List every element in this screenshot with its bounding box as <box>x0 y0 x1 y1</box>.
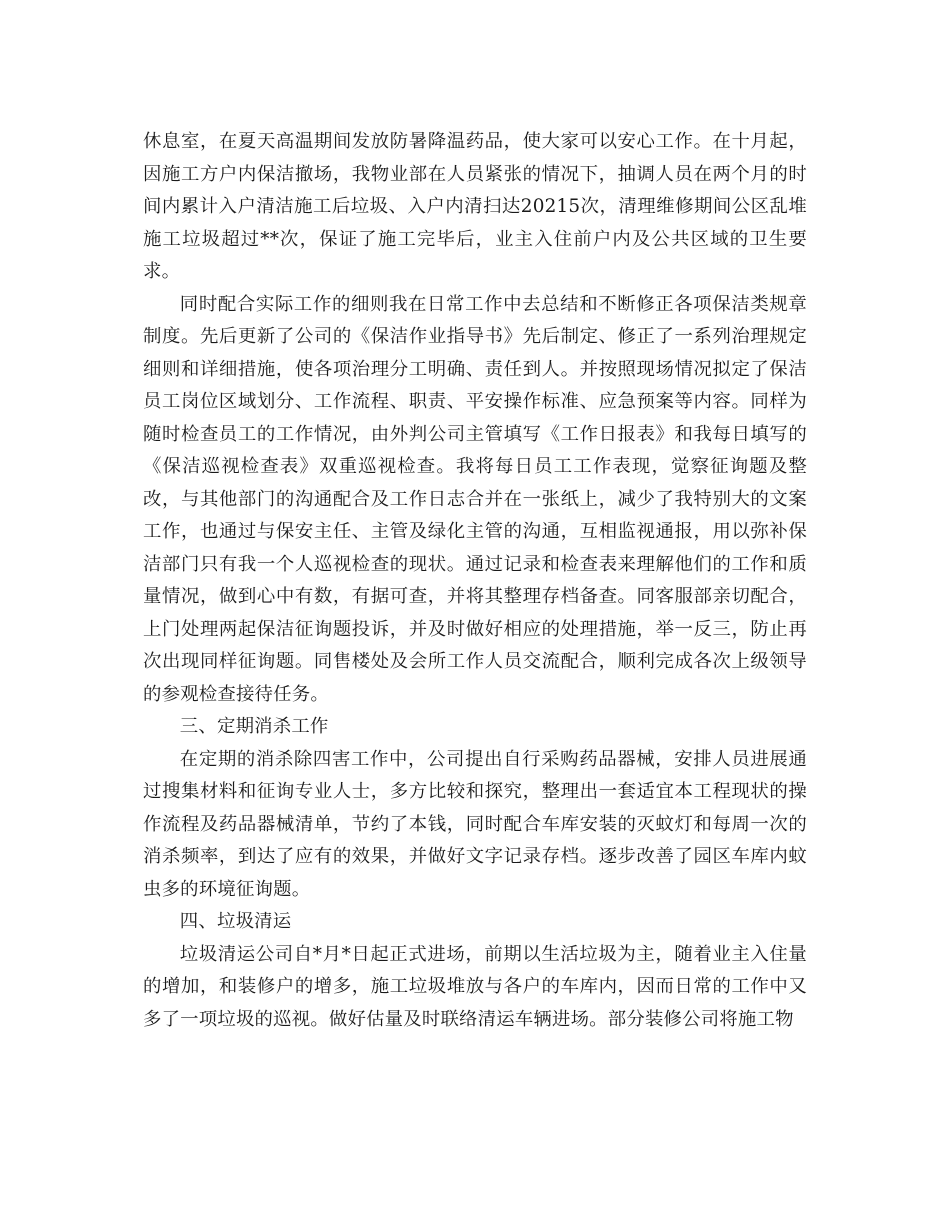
paragraph-2: 同时配合实际工作的细则我在日常工作中去总结和不断修正各项保洁类规章制度。先后更新了公司的《保洁作业指导书》先后制定、修正了一系列治理规定细则和详细措施，使各项治理分工明确、责任到人。并按照现场情况拟定了保洁员工岗位区域划分、工作流程、职责、平安操作标准、应急预案等内容。同样为随时检查员工的工作情况，由外判公司主管填写《工作日报表》和我每日填写的《保洁巡视检查表》双重巡视检查。我将每日员工工作表现，觉察征询题及整改，与其他部门的沟通配合及工作日志合并在一张纸上，减少了我特别大的文案工作，也通过与保安主任、主管及绿化主管的沟通，互相监视通报，用以弥补保洁部门只有我一个人巡视检查的现状。通过记录和检查表来理解他们的工作和质量情况，做到心中有数，有据可查，并将其整理存档备查。同客服部亲切配合，上门处理两起保洁征询题投诉，并及时做好相应的处理措施，举一反三，防止再次出现同样征询题。同售楼处及会所工作人员交流配合，顺利完成各次上级领导的参观检查接待任务。 <box>143 293 807 705</box>
paragraph-3: 在定期的消杀除四害工作中，公司提出自行采购药品器械，安排人员进展通过搜集材料和征询专业人士，多方比较和探究，整理出一套适宜本工程现状的操作流程及药品器械清单，节约了本钱，同时配合车库安装的灭蚊灯和每周一次的消杀频率，到达了应有的效果，并做好文字记录存档。逐步改善了园区车库内蚊虫多的环境征询题。 <box>143 748 807 900</box>
paragraph-1: 休息室，在夏天高温期间发放防暑降温药品，使大家可以安心工作。在十月起，因施工方户内保洁撤场，我物业部在人员紧张的情况下，抽调人员在两个月的时间内累计入户清洁施工后垃圾、入户内清扫达20215次，清理维修期间公区乱堆施工垃圾超过**次，保证了施工完毕后，业主入住前户内及公共区域的卫生要求。 <box>143 131 807 282</box>
paragraph-4: 垃圾清运公司自*月*日起正式进场，前期以生活垃圾为主，随着业主入住量的增加，和装修户的增多，施工垃圾堆放与各户的车库内，因而日常的工作中又多了一项垃圾的巡视。做好估量及时联络清运车辆进场。部分装修公司将施工物 <box>143 943 807 1030</box>
section-heading-4: 四、垃圾清运 <box>179 911 292 932</box>
document-body <box>143 126 807 1036</box>
section-heading-3: 三、定期消杀工作 <box>179 716 329 737</box>
